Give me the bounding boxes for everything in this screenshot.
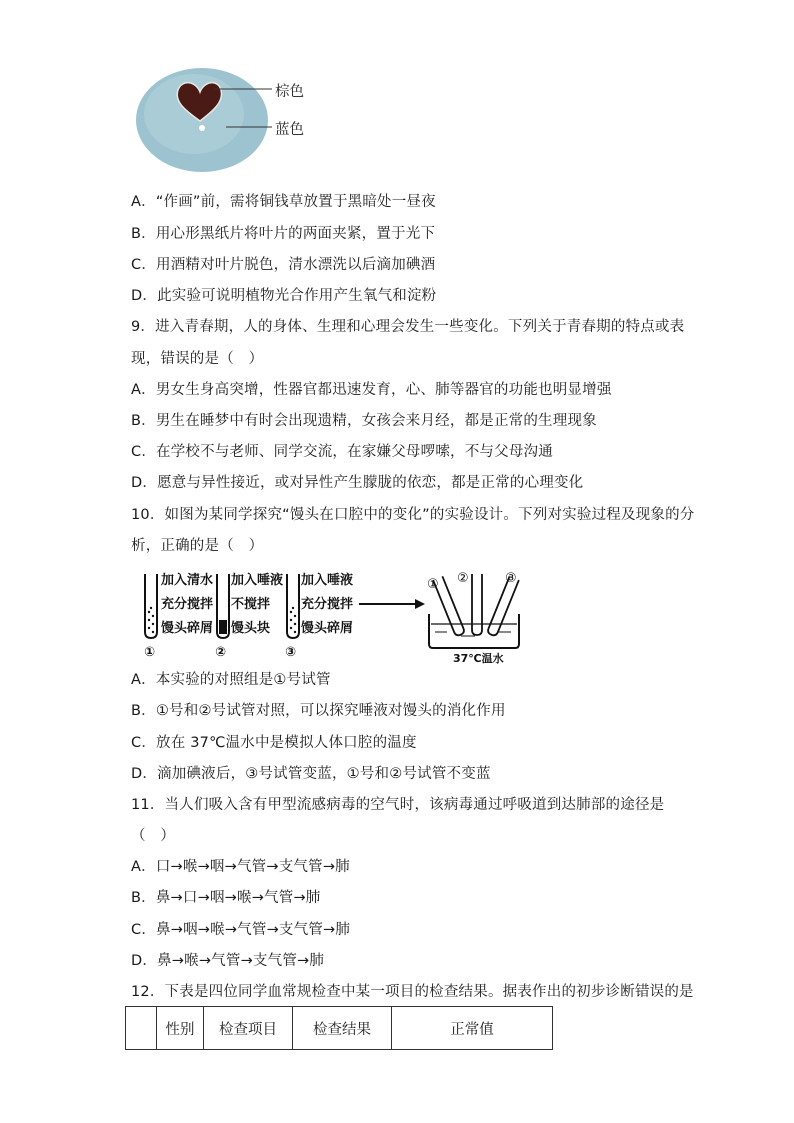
tube3-line3: 馒头碎屑 [301,621,354,636]
tube2-line2: 不搅拌 [231,597,271,612]
q10-option-b: B．①号和②号试管对照，可以探究唾液对馒头的消化作用 [131,703,506,719]
q9-option-a: A．男女生身高突增，性器官都迅速发育，心、肺等器官的功能也明显增强 [131,382,612,398]
q8-option-b: B．用心形黑纸片将叶片的两面夹紧，置于光下 [131,226,436,242]
q10-option-a: A．本实验的对照组是①号试管 [131,672,331,688]
q9-stem-line1: 9．进入青春期，人的身体、生理和心理会发生一些变化。下列关于青春期的特点或表 [131,319,685,335]
table-header-cell: 正常值 [392,1007,553,1050]
tube-2 [215,572,283,660]
q8-option-c: C．用酒精对叶片脱色，清水漂洗以后滴加碘酒 [131,257,436,273]
blood-test-table [125,1006,553,1050]
tube1-line2: 充分搅拌 [161,597,214,612]
q12-stem: 12．下表是四位同学血常规检查中某一项目的检查结果。据表作出的初步诊断错误的是 [131,984,694,1000]
q10-option-d: D．滴加碘液后，③号试管变蓝，①号和②号试管不变蓝 [131,766,491,782]
tube3-line1: 加入唾液 [301,573,354,588]
q10-stem-line1: 10．如图为某同学探究“馒头在口腔中的变化”的实验设计。下列对实验过程及现象的分 [131,507,695,523]
bath-number-2: ② [457,571,469,586]
tube3-number: ③ [285,645,297,660]
q9-option-b: B．男生在睡梦中有时会出现遗精，女孩会来月经，都是正常的生理现象 [131,413,597,429]
bath-label: 37℃温水 [453,652,504,664]
bath-number-1: ① [427,577,439,592]
q10-stem-line2: 析，正确的是（ ） [131,538,264,554]
tube1-line3: 馒头碎屑 [161,621,214,636]
experiment-illustration [131,566,531,664]
q11-option-d: D．鼻→喉→气管→支气管→肺 [131,953,325,969]
q10-option-c: C．放在 37℃温水中是模拟人体口腔的温度 [131,735,417,751]
q9-stem-line2: 现，错误的是（ ） [131,351,264,367]
q8-option-d: D．此实验可说明植物光合作用产生氧气和淀粉 [131,288,437,304]
q11-option-b: B．鼻→口→咽→喉→气管→肺 [131,890,321,906]
bath-number-3: ③ [505,571,517,586]
table-header-row [126,1007,553,1050]
experiment-figure [131,566,531,664]
tube2-line3: 馒头块 [231,621,271,636]
table-header-cell: 检查项目 [204,1007,293,1050]
tube2-line1: 加入唾液 [231,573,284,588]
leaf-figure [134,66,374,176]
tube2-number: ② [215,645,227,660]
tube1-line1: 加入清水 [161,573,214,588]
table-header-cell: 检查结果 [293,1007,392,1050]
water-bath [427,571,519,664]
q9-option-d: D．愿意与异性接近，或对异性产生朦胧的依恋，都是正常的心理变化 [131,475,584,491]
tube1-number: ① [144,645,156,660]
q11-option-a: A．口→喉→咽→气管→支气管→肺 [131,859,350,875]
tube-3 [285,572,353,660]
leaf-illustration [134,66,374,176]
q11-stem-line1: 11．当人们吸入含有甲型流感病毒的空气时，该病毒通过呼吸道到达肺部的途径是 [131,797,665,813]
q11-option-c: C．鼻→咽→喉→气管→支气管→肺 [131,922,351,938]
tube-1 [144,572,213,660]
label-brown: 棕色 [275,84,304,100]
table-header-cell: 性别 [157,1007,204,1050]
arrow-icon [359,599,425,609]
table-header-cell [126,1007,157,1050]
q9-option-c: C．在学校不与老师、同学交流，在家嫌父母啰嗦，不与父母沟通 [131,444,553,460]
q8-option-a: A．“作画”前，需将铜钱草放置于黑暗处一昼夜 [131,194,436,210]
label-blue: 蓝色 [275,122,304,138]
tube3-line2: 充分搅拌 [301,597,354,612]
q11-stem-line2: （ ） [131,828,176,844]
